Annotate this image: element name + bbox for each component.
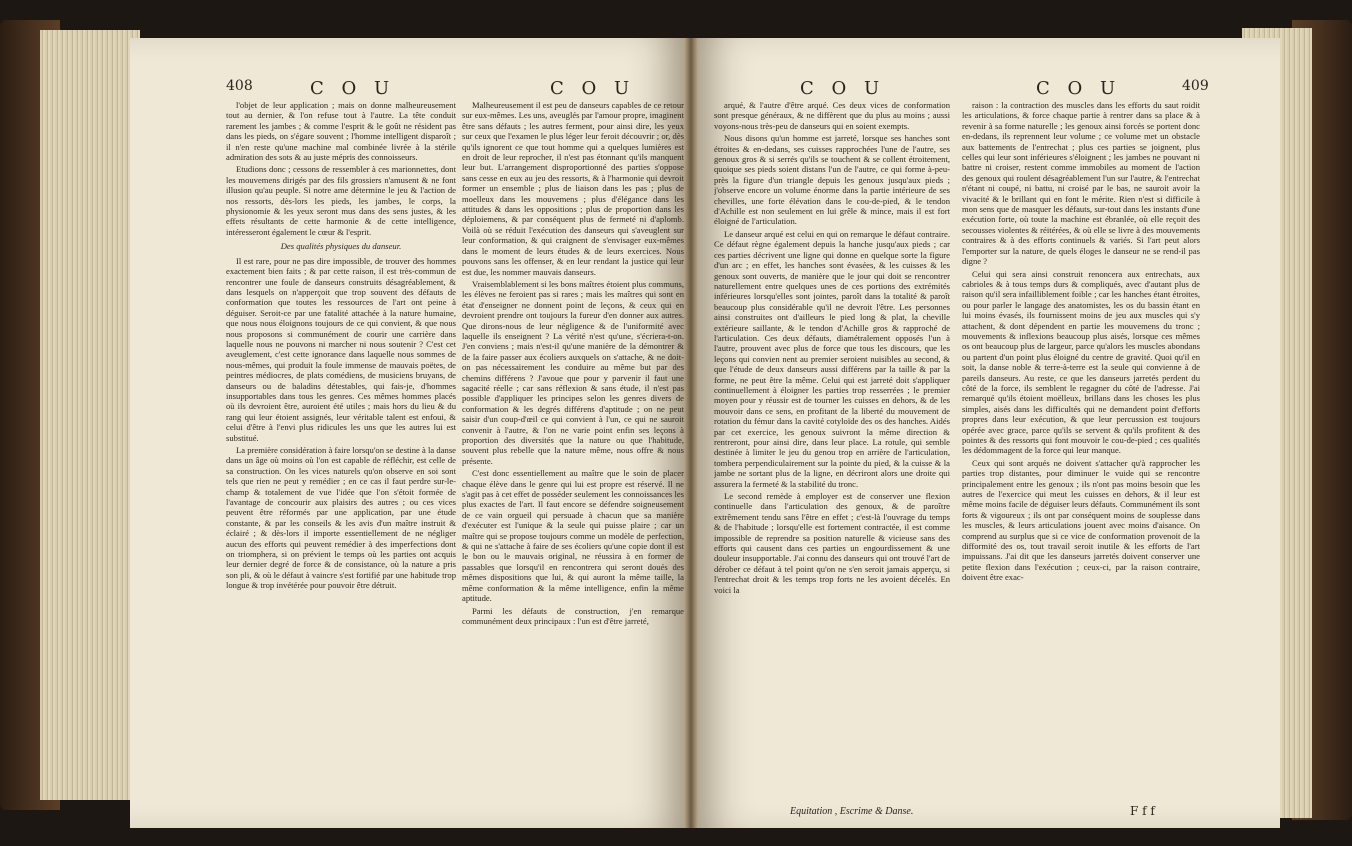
paragraph: C'est donc essentiellement au maître que le soin de placer chaque élève dans le genre qui lui est propre est réservé. Il ne s'agit pas à cet effet de posséder seulement les connoissances les plus exactes de l'art. Il faut encore se défendre soigneusement de ce vain orgueil qui persuade à chacun que sa manière d'exécuter est l'unique & la seule qui puisse plaire ; car un maître qui se propose toujours comme un modèle de perfection, & qui ne s'attache à faire de ses écoliers qu'une copie dont il est le bon ou le mauvais original, ne réussira à en former de passables que lorsqu'il en rencontrera qui seront doués des mêmes dispositions que lui, & qui auront la même taille, la même conformation & la même intelligence, enfin la même aptitude. <box>462 468 684 604</box>
running-head-right-2: C O U <box>1036 78 1122 99</box>
paragraph: Malheureusement il est peu de danseurs capables de ce retour sur eux-mêmes. Les uns, aveuglés par l'amour propre, imaginent être sans défauts ; les autres ferment, pour ainsi dire, les yeux sur ceux que l'examen le plus léger leur feroit découvrir ; or, dès qu'ils ignorent ce que tout homme qui a quelques lumières est en droit de leur reprocher, il n'est pas étonnant qu'ils manquent leur but. L'arrangement disproportionné des parties s'oppose sans cesse en eux au jeu des ressorts, & à l'harmonie qui devroit former un ensemble ; plus de liaison dans les pas ; plus de moelleux dans les mouvemens ; plus d'élégance dans les attitudes & dans les oppositions ; plus de proportion dans les déploiemens, & par conséquent plus de fermeté ni d'aplomb. Voilà où se réduit l'exécution des danseurs qui s'aveuglent sur leur conformation, & qui craignent de s'envisager eux-mêmes dans le moment de leurs études & de leurs exercices. Nous pouvons sans les offenser, & en leur rendant la justice qui leur est due, les nommer mauvais danseurs. <box>462 100 684 277</box>
page-number-right: 409 <box>1182 78 1209 94</box>
text-column <box>962 100 1200 820</box>
paragraph: arqué, & l'autre d'être arqué. Ces deux vices de conformation sont presque généraux, & ne diffèrent que du plus au moins ; aussi voyons-nous très-peu de danseurs qui en soient exempts. <box>714 100 950 131</box>
page-number-left: 408 <box>226 78 253 94</box>
running-head-right-1: C O U <box>800 78 886 99</box>
book-gutter <box>684 38 698 828</box>
paragraph: raison : la contraction des muscles dans les efforts du saut roidit les articulations, & force chaque partie à rentrer dans sa place & à revenir à sa forme naturelle ; les genoux ainsi forcés se portent donc en-dedans, ils reprennent leur volume ; ce volume met un obstacle aux battements de l'entrechat ; plus ces parties se joignent, plus celles qui leur sont inférieures s'éloignent ; les jambes ne pouvant ni battre ni croiser, restent comme immobiles au moment de l'action des genoux qui roulent désagréablement l'un sur l'autre, & l'entrechat n'étant ni coupé, ni battu, ni croisé par le bas, ne sauroit avoir la vivacité & le brillant qui en font le mérite. Rien n'est si difficile à mon sens que de masquer les défauts, sur-tout dans les instants d'une exécution forte, où toute la machine est ébranlée, où elle reçoit des secousses violentes & réitérées, & où elle se livre à des mouvements contraires & à des efforts continuels & variés. Si l'art peut alors l'emporter sur la nature, de quels éloges le danseur ne se rend-il pas digne ? <box>962 100 1200 267</box>
right-page <box>690 38 1280 828</box>
paragraph: Des qualités physiques du danseur. <box>280 241 402 252</box>
left-page-edges <box>40 30 140 800</box>
paragraph: l'objet de leur application ; mais on donne malheureusement tout au dernier, & l'on refuse tout à l'autre. La tête conduit rarement les jambes ; & comme l'esprit & le goût ne résident pas dans les pieds, on s'égare souvent ; l'homme intelligent disparoît ; il n'en reste qu'une machine mal combinée livrée à la stérile admiration des sots & au juste mépris des connoisseurs. <box>226 100 456 163</box>
text-column <box>226 100 456 820</box>
paragraph: Ceux qui sont arqués ne doivent s'attacher qu'à rapprocher les parties trop distantes, pour diminuer le vuide qui se rencontre principalement entre les genoux ; ils n'ont pas moins besoin que les autres de l'exercice qui meut les cuisses en dehors, & il leur est même moins facile de déguiser leurs défauts. Communément ils sont forts & vigoureux ; ils ont par conséquent moins de souplesse dans les muscles, & leurs articulations jouent avec moins d'aisance. On comprend au surplus que si ce vice de conformation provenoit de la difformité des os, tout travail seroit inutile & les efforts de l'art impuissans. J'ai dit que les danseurs jarretés doivent conserver une petite flexion dans l'exécution ; ceux-ci, par la raison contraire, doivent être exac- <box>962 457 1200 583</box>
paragraph: La première considération à faire lorsqu'on se destine à la danse dans un âge où moins où l'on est capable de réfléchir, est celle de sa construction. On les vices naturels qu'on observe en soi sont tels que rien ne peut y remédier ; en ce cas il faut perdre sur-le-champ & totalement de vue l'idée que l'on s'étoit formée de l'avantage de concourir aux plaisirs des autres ; ou ces vices peuvent être réformés par une application, par une étude constante, & par les conseils & les avis d'un maître instruit & éclairé ; & dès-lors il importe essentiellement de ne négliger aucun des efforts qui peuvent remédier à des imperfections dont on triomphera, si on prévient le temps où les parties ont acquis leur dernier degré de force & de consistance, où la nature a pris son pli, & où le défaut à vaincre s'est fortifié par une habitude trop longue & trop invétérée pour pouvoir être détruit. <box>226 445 456 591</box>
text-column <box>462 100 684 820</box>
paragraph: Celui qui sera ainsi construit renoncera aux entrechats, aux cabrioles & à tous temps durs & compliqués, avec d'autant plus de raison qu'il sera infailliblement foible ; car les hanches étant étroites, ou pour parler le langage des anatomistes, les os du bassin étant en lui moins évasés, ils fournissent moins de jeu aux muscles qui s'y attachent, & dont dépendent en partie les mouvemens du tronc ; mouvements & inflexions beaucoup plus aisés, lorsque ces mêmes os ont beaucoup plus de largeur, parce qu'alors les muscles abondans ou partent d'un point plus éloigné du centre de gravité. Quoi qu'il en soit, la danse noble & terre-à-terre est la seule qui convienne à de pareils danseurs. Au reste, ce que les danseurs jarretés perdent du côté de la force, ils semblent le regagner du côté de l'adresse. J'ai remarqué qu'ils étoient moëlleux, brillans dans les choses les plus simples, aisés dans les difficultés qui ne demandent point d'efforts propres dans leur exécution, & que leur percussion est toujours opérée avec grace, parce qu'ils se servent & qu'ils profitent & des pointes & des ressorts qui font mouvoir le cou-de-pied ; ces qualités les dédommagent de la force qui leur manque. <box>962 268 1200 456</box>
paragraph: Vraisemblablement si les bons maîtres étoient plus communs, les élèves ne feroient pas si rares ; mais les maîtres qui sont en état d'enseigner ne donnent point de leçons, & ceux qui en devroient prendre ont toujours la fureur d'en donner aux autres. Que dirons-nous de leur négligence & de l'uniformité avec laquelle ils enseignent ? La vérité n'est qu'une, s'écriera-t-on. J'en conviens ; mais n'est-il qu'une manière de la démontrer & de la faire passer aux écoliers auxquels on s'attache, & ne doit-on pas nécessairement les conduire au même but par des chemins différens ? J'avoue que pour y parvenir il faut une sagacité réelle ; car sans réflexion & sans étude, il n'est pas possible d'appliquer les principes selon les genres divers de conformation & les degrés différens d'aptitude ; on ne peut saisir d'un coup-d'œil ce qui convient à l'un, ce qui ne sauroit convenir à l'autre, & l'on ne varie point enfin ses leçons à proportion des diversités que la nature ou que l'habitude, souvent plus rebelle que la nature même, nous offre & nous présente. <box>462 278 684 466</box>
paragraph: Le second remède à employer est de conserver une flexion continuelle dans l'articulation des genoux, & de paroître extrêmement tendu sans l'être en effet ; c'est-là l'ouvrage du temps & de l'habitude ; lorsqu'elle est fortement contractée, il est comme impossible de reprendre sa position naturelle & vicieuse sans des efforts qui causent dans ces parties un engourdissement & une douleur insupportable. J'ai connu des danseurs qui ont trouvé l'art de dérober ce défaut à tel point qu'on ne s'en seroit jamais apperçu, si l'entrechat droit & les temps trop forts ne les avoient décelés. En voici la <box>714 491 950 595</box>
paragraph: Le danseur arqué est celui en qui on remarque le défaut contraire. Ce défaut règne également depuis la hanche jusqu'aux pieds ; car ces parties décrivent une ligne qui donne en quelque sorte la figure d'un arc ; en effet, les hanches sont évasées, & les cuisses & les genoux sont ouverts, de manière que le jour qui doit se rencontrer naturellement entre quelques unes de ces portions des extrémités inférieures lorsqu'elles sont jointes, paroît dans la totalité & paroît beaucoup plus considérable qu'il ne devroit l'être. Les personnes ainsi construites ont d'ailleurs le pied long & plat, la cheville extérieure saillante, & le tendon d'Achille gros & rapproché de l'articulation. Ces deux défauts, diamétralement opposés l'un à l'autre, prouvent avec plus de force que tous les discours, que les leçons qui convien nent au premier seroient nuisibles au second, & que l'étude de deux danseurs aussi différens par la taille & par la forme, ne peut être la même. Celui qui est jarreté doit s'appliquer continuellement à éloigner les parties trop resserrées ; le premier moyen pour y réussir est de tourner les cuisses en dehors, & de les mouvoir dans ce sens, en profitant de la liberté du mouvement de rotation du fémur dans la cavité cotyloïde des os des hanches. Aidés par cet exercice, les genoux suivront la même direction & rentreront, pour ainsi dire, dans leur place. La rotule, qui semble destinée à limiter le jeu du genou trop en arrière de l'articulation, tombera perpendiculairement sur la pointe du pied, & la cuisse & la jambe ne sortant plus de la ligne, en décriront alors une droite qui assurera la fermeté & la stabilité du tronc. <box>714 228 950 489</box>
paragraph: Il est rare, pour ne pas dire impossible, de trouver des hommes exactement bien faits ; & par cette raison, il est très-commun de rencontrer une foule de danseurs construits désagréablement, & dans lesquels on n'apperçoit que trop souvent des défauts de conformation que toutes les ressources de l'art ont peine à déguiser. Seroit-ce par une fatalité attachée à la nature humaine, que nous nous éloignons toujours de ce qui convient, & que nous nous proposons si communément de courir une carrière dans laquelle nous ne pouvons ni marcher ni nous soutenir ? C'est cet aveuglement, c'est cette ignorance dans laquelle nous sommes de nous-mêmes, qui produit la foule immense de mauvais poëtes, de peintres médiocres, de plats comédiens, de musiciens bruyans, de danseurs ou de baladins détestables, qui fais-je, d'hommes insupportables dans tous les genres. Ces mêmes hommes placés où ils devroient être, auroient été utiles ; mais hors du lieu & du rang qui leur étoient assignés, leur véritable talent est enfoui, & celui d'être à l'envi plus ridicules les uns que les autres lui est substitué. <box>226 255 456 443</box>
signature-mark: F f f <box>1130 804 1155 818</box>
left-page <box>130 38 690 828</box>
footer-title: Equitation , Escrime & Danse. <box>790 806 914 817</box>
running-head-left-2: C O U <box>550 78 636 99</box>
text-column <box>714 100 950 820</box>
paragraph: Parmi les défauts de construction, j'en remarque communément deux principaux : l'un est d'être jarreté, <box>462 605 684 626</box>
paragraph: Nous disons qu'un homme est jarreté, lorsque ses hanches sont étroites & en-dedans, ses cuisses rapprochées l'une de l'autre, ses genoux gros & si serrés qu'ils se touchent & se collent étroitement, quoique ses pieds soient distans l'un de l'autre, ce qui forme à-peu-près la figure d'un triangle depuis les genoux jusqu'aux pieds ; j'observe encore un volume énorme dans la partie intérieure de ses chevilles, une forte élévation dans le cou-de-pied, & le tendon d'Achille est non seulement en lui grêle & mince, mais il est fort éloigné de l'articulation. <box>714 133 950 227</box>
paragraph: Etudions donc ; cessons de ressembler à ces marionnettes, dont les mouvemens dirigés par des fils grossiers n'amusent & ne font illusion qu'au peuple. Si notre ame détermine le jeu & l'action de nos ressorts, dès-lors les pieds, les jambes, le corps, la physionomie & les yeux seront mus dans des sens justes, & les effets résultants de cette harmonie & de cette intelligence, intéresseront également le cœur & l'esprit. <box>226 164 456 237</box>
running-head-left-1: C O U <box>310 78 396 99</box>
